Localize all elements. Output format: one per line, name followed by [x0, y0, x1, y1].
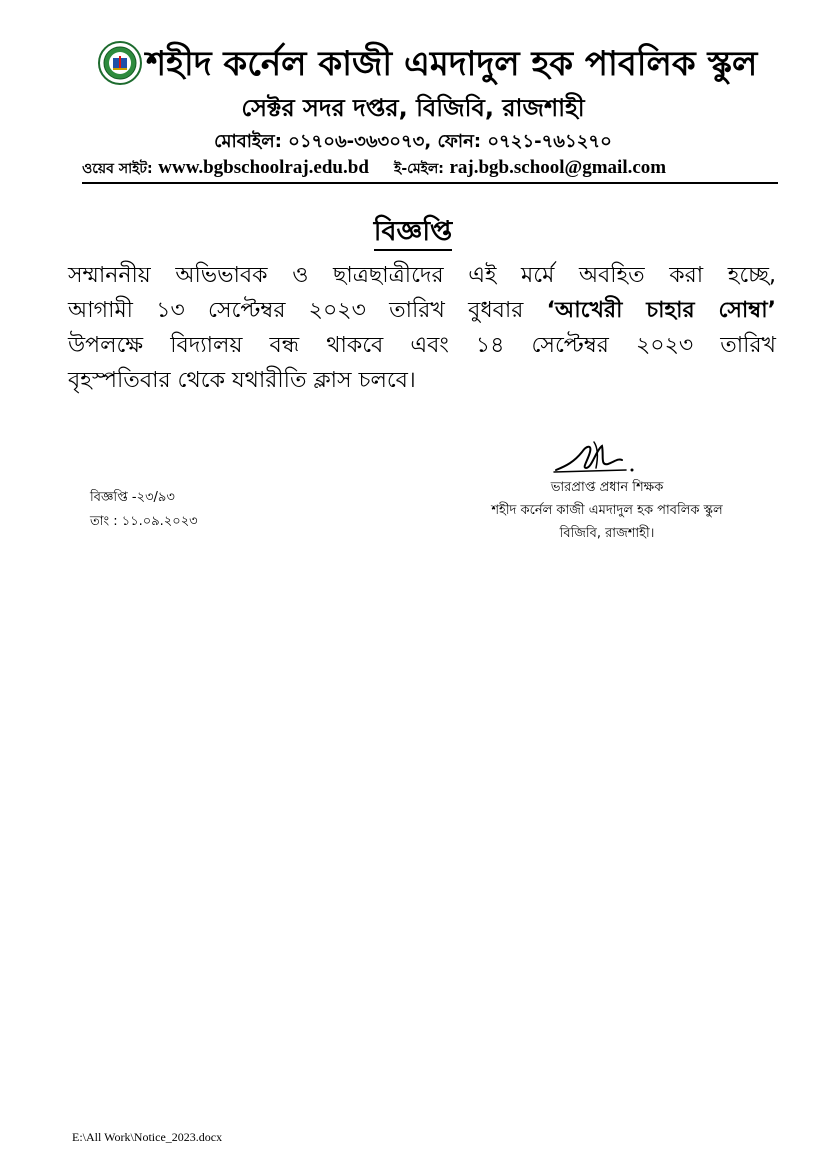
- school-name: শহীদ কর্নেল কাজী এমদাদুল হক পাবলিক স্কুল: [146, 44, 758, 84]
- website-label: ওয়েব সাইট:: [82, 161, 153, 177]
- notice-line-2-text: আগামী ১৩ সেপ্টেম্বর ২০২৩ তারিখ বুধবার: [68, 298, 524, 323]
- signatory-block: [452, 476, 762, 545]
- notice-line-3: উপলক্ষে বিদ্যালয় বন্ধ থাকবে এবং ১৪ সেপ্টেম্বর ২০২৩ তারিখ: [68, 333, 776, 358]
- signatory-designation: ভারপ্রাপ্ত প্রধান শিক্ষক: [550, 480, 664, 495]
- occasion-name: ‘আখেরী চাহার সোম্বা’: [546, 298, 776, 323]
- notice-body: [68, 258, 776, 398]
- web-contact-line: [82, 155, 772, 182]
- notice-line-4: বৃহস্পতিবার থেকে যথারীতি ক্লাস চলবে।: [68, 368, 416, 393]
- notice-line-1: সম্মাননীয় অভিভাবক ও ছাত্রছাত্রীদের এই মর্মে অবহিত করা হচ্ছে,: [68, 263, 776, 288]
- signatory-school: শহীদ কর্নেল কাজী এমদাদুল হক পাবলিক স্কুল: [491, 503, 723, 518]
- signatory-location: বিজিবি, রাজশাহী।: [559, 526, 655, 541]
- email-link[interactable]: raj.bgb.school@gmail.com: [449, 157, 667, 178]
- school-address: সেক্টর সদর দপ্তর, বিজিবি, রাজশাহী: [241, 94, 585, 122]
- file-path: E:\All Work\Notice_2023.docx: [72, 1130, 223, 1144]
- notice-date: তাং : ১১.০৯.২০২৩: [90, 514, 198, 529]
- contact-phones: মোবাইল: ০১৭০৬-৩৬৩০৭৩, ফোন: ০৭২১-৭৬১২৭০: [214, 131, 612, 152]
- reference-block: [90, 486, 198, 534]
- notice-title-text: বিজ্ঞপ্তি: [374, 216, 453, 251]
- handwritten-signature-icon: [552, 438, 636, 478]
- school-crest-icon: [98, 41, 142, 85]
- website-link[interactable]: www.bgbschoolraj.edu.bd: [158, 157, 369, 178]
- email-label: ই-মেইল:: [394, 161, 444, 177]
- notice-number: বিজ্ঞপ্তি -২৩/৯৩: [90, 490, 175, 505]
- notice-line-2: [68, 293, 776, 328]
- header-divider: [82, 182, 778, 184]
- notice-title: [0, 212, 826, 252]
